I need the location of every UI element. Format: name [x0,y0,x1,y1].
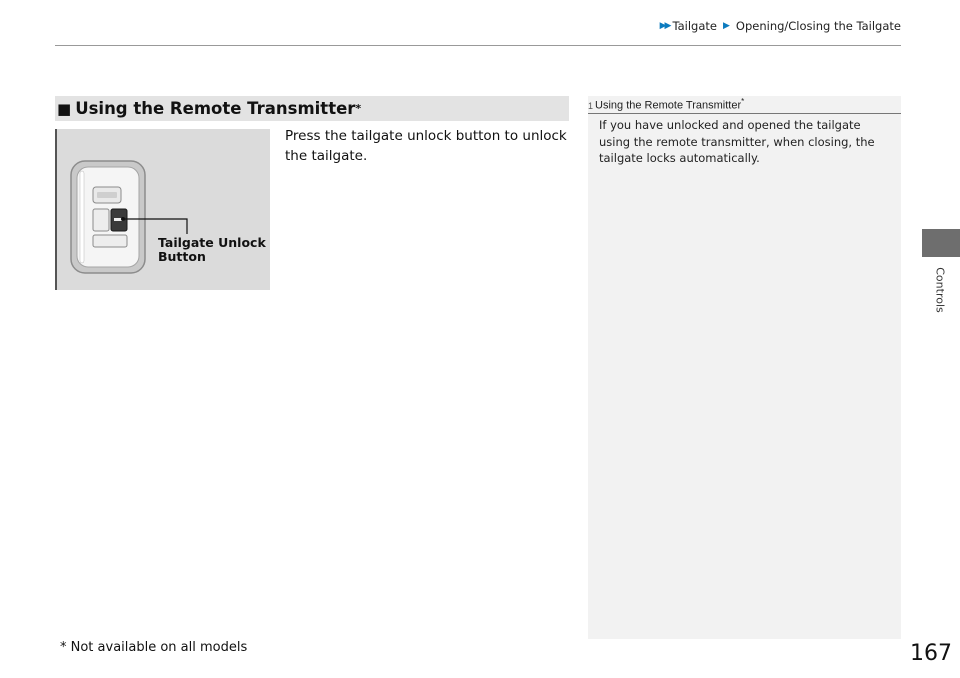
section-heading [55,96,569,121]
breadcrumb [660,19,901,33]
footnote: * Not available on all models [60,640,248,655]
chapter-tab-label: Controls [933,267,947,313]
tailgate-unlock-callout [158,236,266,264]
note-heading [588,97,744,112]
callout-label-line1: Tailgate Unlock [158,235,266,250]
note-panel [588,96,901,639]
note-asterisk: * [741,97,745,106]
section-marker-icon: ■ [57,99,72,118]
breadcrumb-item-tailgate[interactable]: Tailgate [672,19,717,33]
instruction-text: Press the tailgate unlock button to unlock the tailgate. [285,128,567,164]
arrow-icon: ▶ [722,21,730,31]
note-divider [588,113,901,114]
double-arrow-icon: ▶▶ [659,21,670,31]
chapter-tab[interactable] [922,229,960,257]
page-number: 167 [910,641,952,666]
note-title: Using the Remote Transmitter [595,99,742,112]
section-asterisk: * [355,102,362,115]
note-marker-icon: 1 [588,100,594,111]
section-title: Using the Remote Transmitter [75,99,356,118]
callout-label-line2: Button [158,249,206,264]
note-text: If you have unlocked and opened the tailgate using the remote transmitter, when closing, the tailgate locks automatically. [599,118,875,165]
remote-transmitter-figure [55,129,270,290]
key-fob-icon [57,129,270,290]
header-divider [55,45,901,46]
breadcrumb-item-opening-closing[interactable]: Opening/Closing the Tailgate [735,19,901,33]
